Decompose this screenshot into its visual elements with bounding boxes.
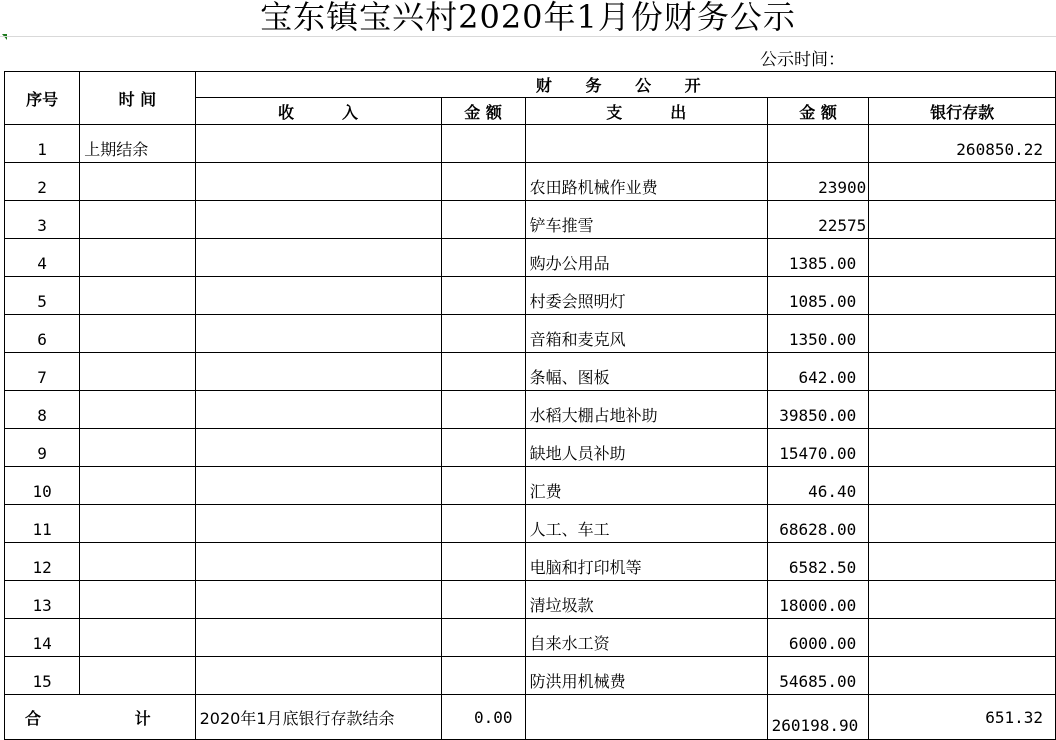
expense-amount-cell[interactable]: 6582.50 [767,543,868,581]
income-amount-cell[interactable] [441,619,525,657]
time-cell[interactable] [80,619,195,657]
header-seq: 序号 [5,72,80,125]
time-cell[interactable] [80,315,195,353]
bank-deposit-cell[interactable] [869,543,1056,581]
income-cell[interactable] [195,239,441,277]
seq-cell[interactable]: 13 [5,581,80,619]
income-amount-cell[interactable] [441,657,525,695]
expense-amount-cell[interactable]: 54685.00 [767,657,868,695]
seq-cell[interactable]: 15 [5,657,80,695]
total-expense-amount-cell[interactable]: 260198.90 [767,695,868,740]
expense-amount-cell[interactable]: 68628.00 [767,505,868,543]
table-row [5,125,1056,163]
seq-cell[interactable]: 1 [5,125,80,163]
income-cell[interactable] [195,201,441,239]
bank-deposit-cell[interactable] [869,163,1056,201]
seq-cell[interactable]: 12 [5,543,80,581]
total-row [5,695,1056,740]
time-cell[interactable] [80,353,195,391]
income-amount-cell[interactable] [441,315,525,353]
income-amount-cell[interactable] [441,353,525,391]
income-cell[interactable] [195,543,441,581]
bank-deposit-cell[interactable] [869,581,1056,619]
bank-deposit-cell[interactable] [869,277,1056,315]
expense-amount-cell[interactable]: 6000.00 [767,619,868,657]
expense-cell[interactable]: 清垃圾款 [525,581,767,619]
time-cell[interactable] [80,543,195,581]
expense-cell[interactable]: 农田路机械作业费 [525,163,767,201]
table-row [5,429,1056,467]
table-row [5,581,1056,619]
time-cell[interactable] [80,277,195,315]
income-amount-cell[interactable] [441,277,525,315]
time-cell[interactable] [80,505,195,543]
total-bank-deposit-cell[interactable]: 651.32 [869,695,1056,740]
table-row [5,239,1056,277]
expense-cell[interactable]: 人工、车工 [525,505,767,543]
bank-deposit-cell[interactable] [869,239,1056,277]
expense-amount-cell[interactable]: 15470.00 [767,429,868,467]
total-income-amount-cell[interactable]: 0.00 [441,695,525,740]
income-amount-cell[interactable] [441,581,525,619]
expense-amount-cell[interactable]: 18000.00 [767,581,868,619]
expense-amount-cell[interactable]: 1385.00 [767,239,868,277]
table-row [5,657,1056,695]
expense-amount-cell[interactable]: 46.40 [767,467,868,505]
time-cell[interactable] [80,201,195,239]
expense-amount-cell[interactable]: 1085.00 [767,277,868,315]
table-row [5,201,1056,239]
expense-cell[interactable]: 水稻大棚占地补助 [525,391,767,429]
seq-cell[interactable]: 5 [5,277,80,315]
bank-deposit-cell[interactable] [869,391,1056,429]
table-row [5,467,1056,505]
header-income-amount: 金 额 [441,98,525,125]
table-row [5,619,1056,657]
header-income: 收 入 [195,98,441,125]
seq-cell[interactable]: 11 [5,505,80,543]
bank-deposit-cell[interactable] [869,429,1056,467]
income-cell[interactable] [195,429,441,467]
seq-cell[interactable]: 6 [5,315,80,353]
bank-deposit-cell[interactable]: 260850.22 [869,125,1056,163]
income-cell[interactable] [195,391,441,429]
expense-cell[interactable]: 音箱和麦克风 [525,315,767,353]
table-row [5,353,1056,391]
expense-cell[interactable]: 汇费 [525,467,767,505]
income-cell[interactable] [195,125,441,163]
income-cell[interactable] [195,467,441,505]
time-cell[interactable] [80,391,195,429]
income-amount-cell[interactable] [441,543,525,581]
bank-deposit-cell[interactable] [869,353,1056,391]
bank-deposit-cell[interactable] [869,619,1056,657]
expense-amount-cell[interactable]: 39850.00 [767,391,868,429]
header-time: 时 间 [80,72,195,125]
expense-amount-cell[interactable]: 642.00 [767,353,868,391]
table-row [5,277,1056,315]
expense-cell[interactable]: 铲车推雪 [525,201,767,239]
income-cell[interactable] [195,163,441,201]
expense-cell[interactable]: 购办公用品 [525,239,767,277]
table-row [5,163,1056,201]
income-cell[interactable] [195,505,441,543]
page-title: 宝东镇宝兴村2020年1月份财务公示 [260,0,796,36]
income-amount-cell[interactable] [441,201,525,239]
seq-cell[interactable]: 8 [5,391,80,429]
table-row [5,505,1056,543]
table-row [5,543,1056,581]
income-cell[interactable] [195,353,441,391]
header-row-main [5,72,1056,98]
expense-cell[interactable]: 村委会照明灯 [525,277,767,315]
income-amount-cell[interactable] [441,391,525,429]
expense-cell[interactable]: 电脑和打印机等 [525,543,767,581]
expense-cell[interactable]: 条幅、图板 [525,353,767,391]
time-cell[interactable] [80,163,195,201]
income-cell[interactable] [195,581,441,619]
expense-amount-cell[interactable]: 22575 [767,201,868,239]
total-income-cell[interactable]: 2020年1月底银行存款结余 [195,695,441,740]
income-amount-cell[interactable] [441,125,525,163]
income-amount-cell[interactable] [441,163,525,201]
seq-cell[interactable]: 2 [5,163,80,201]
header-expense-amount: 金 额 [767,98,868,125]
income-amount-cell[interactable] [441,467,525,505]
income-cell[interactable] [195,277,441,315]
time-cell[interactable] [80,581,195,619]
bank-deposit-cell[interactable] [869,467,1056,505]
total-label[interactable]: 合 计 [5,695,196,740]
bank-deposit-cell[interactable] [869,315,1056,353]
expense-cell[interactable]: 缺地人员补助 [525,429,767,467]
expense-amount-cell[interactable]: 23900 [767,163,868,201]
seq-cell[interactable]: 3 [5,201,80,239]
time-cell[interactable] [80,239,195,277]
table-row [5,391,1056,429]
expense-cell[interactable]: 自来水工资 [525,619,767,657]
time-cell[interactable] [80,657,195,695]
time-cell[interactable] [80,467,195,505]
expense-cell[interactable]: 防洪用机械费 [525,657,767,695]
income-cell[interactable] [195,657,441,695]
income-cell[interactable] [195,619,441,657]
bank-deposit-cell[interactable] [869,505,1056,543]
title-divider [0,36,1056,37]
expense-amount-cell[interactable]: 1350.00 [767,315,868,353]
header-finance: 财 务 公 开 [195,72,1055,98]
seq-cell[interactable]: 4 [5,239,80,277]
header-expense: 支 出 [525,98,767,125]
seq-cell[interactable]: 10 [5,467,80,505]
expense-cell[interactable] [525,125,767,163]
bank-deposit-cell[interactable] [869,201,1056,239]
income-cell[interactable] [195,315,441,353]
income-amount-cell[interactable] [441,239,525,277]
seq-cell[interactable]: 9 [5,429,80,467]
time-cell[interactable]: 上期结余 [80,125,195,163]
table-row [5,315,1056,353]
header-bank-deposit: 银行存款 [869,98,1056,125]
total-expense-cell[interactable] [525,695,767,740]
seq-cell[interactable]: 7 [5,353,80,391]
publish-date-label: 公示时间： [760,50,845,70]
finance-table [4,71,1056,740]
cell-marker-icon [2,34,7,40]
bank-deposit-cell[interactable] [869,657,1056,695]
time-cell[interactable] [80,429,195,467]
income-amount-cell[interactable] [441,505,525,543]
seq-cell[interactable]: 14 [5,619,80,657]
income-amount-cell[interactable] [441,429,525,467]
expense-amount-cell[interactable] [767,125,868,163]
